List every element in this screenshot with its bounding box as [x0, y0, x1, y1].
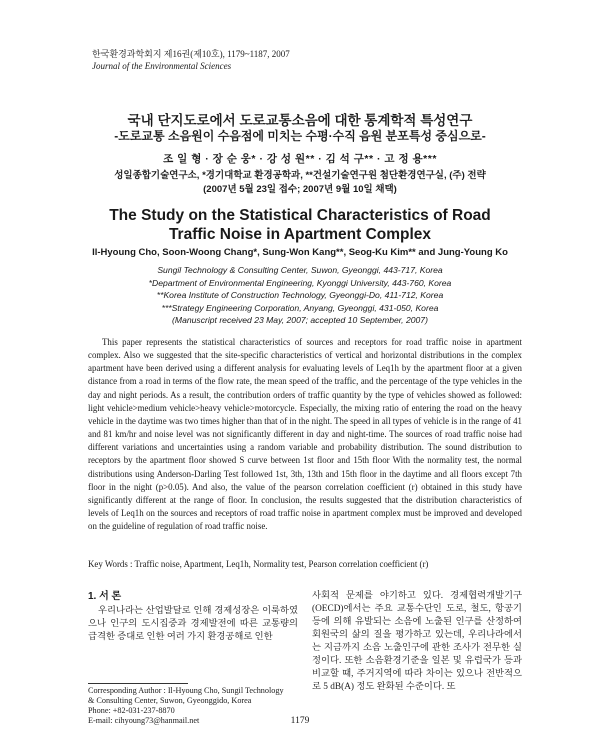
english-title [0, 206, 600, 244]
english-authors: Il-Hyoung Cho, Soon-Woong Chang*, Sung-Won Kang**, Seog-Ku Kim** and Jung-Young Ko [92, 247, 508, 258]
affiliation-line: **Korea Institute of Construction Technology, Gyeonggi-Do, 411-712, Korea [156, 290, 444, 301]
korean-dates: (2007년 5월 23일 접수; 2007년 9월 10일 채택) [203, 184, 397, 195]
footnote-divider [88, 683, 188, 684]
journal-name: Journal of the Environmental Sciences [92, 61, 232, 71]
footnote-line: Corresponding Author : Il-Hyoung Cho, Sungil Technology [88, 686, 284, 695]
korean-affiliation: 성일종합기술연구소, *경기대학교 환경공학과, **건설기술연구원 첨단환경연구실, (주) 전략 [114, 170, 486, 181]
journal-volume-line: 한국환경과학회지 제16권(제10호), 1179~1187, 2007 [92, 49, 290, 59]
korean-authors: 조 일 형 · 장 순 웅* · 강 성 원** · 김 석 구** · 고 정 용*** [163, 153, 437, 165]
section-heading: 1. 서 론 [88, 591, 122, 602]
introduction-text-left: 우리나라는 산업발달로 인해 경제성장은 이룩하였으나 인구의 도시집중과 경제발전에 따른 교통량의 급격한 증대로 인한 여러 가지 환경공해로 인한 [88, 606, 298, 642]
introduction-text-right: 사회적 문제를 야기하고 있다. 경제협력개발기구(OECD)에서는 주요 교통수단인 도로, 철도, 항공기 등에 의해 유발되는 소음에 노출된 인구를 산정하여 회원국의 삶의 질을 평가하고 있는데, 우리나라에서는 지금까지 소음 노출인구에 관한 조사가 전무한 실정이다. 또한 소음환경기준을 일본 및 유럽국가 등과 비교할 때, 주거지역에 따라 차이는 있으나 전반적으로 5 dB(A) 정도 완화된 수준이다. 또 [312, 591, 522, 692]
english-title-line2: Traffic Noise in Apartment Complex [168, 226, 432, 243]
affiliation-line: ***Strategy Engineering Corporation, Anyang, Gyeonggi, 431-050, Korea [161, 302, 439, 313]
keywords: Key Words : Traffic noise, Apartment, Leq1h, Normality test, Pearson correlation coefficient (r) [88, 559, 429, 569]
right-column [312, 590, 522, 694]
english-affiliations [0, 264, 600, 327]
korean-title: 국내 단지도로에서 도로교통소음에 대한 통계학적 특성연구 [127, 113, 473, 128]
footnote-email: E-mail: cihyoung73@hanmail.net [88, 716, 200, 725]
abstract [88, 336, 522, 533]
footnote-line: & Consulting Center, Suwon, Gyeonggido, Korea [88, 696, 252, 705]
page-number: 1179 [290, 716, 310, 726]
affiliation-line: Sungil Technology & Consulting Center, Suwon, Gyeonggi, 443-717, Korea [157, 265, 443, 275]
footnote-phone: Phone: +82-031-237-8870 [88, 706, 175, 715]
affiliation-line: *Department of Environmental Engineering, Kyonggi University, 443-760, Korea [148, 277, 452, 288]
abstract-text: This paper represents the statistical characteristics of sources and receptors for road traffic noise in apartment complex. Also we suggested that the site-specific characteristics of vertical and horizontal distributions in the complex apartment have been derived using a different analysis for evaluating levels of Leq1h by the apartment floor at a given distance from a road in terms of the flow rate, the mean speed of the traffic, and the percentage of the type vehicles in the day and night periods. As a result, the contribution orders of traffic quantity by the type of vehicles showed as followed: light vehicle>medium vehicle>heavy vehicle>motorcycle. Especially, the mixing ratio of entering the road on the heavy vehicle in the daytime was two times higher than that of in the night. The speed in all types of vehicle is in the range of 41 and 81 km/hr and noise level was not significantly different in day and night-time. The sources of road traffic noise had different variations and uncertainties using a random variable and probability distribution. The sound distribution to receptors by the apartment floor showed S curve between 1st floor and 15th floor With the normality test, the normal distributions using Anderson-Darling Test followed 1st, 3th, 13th and 15th floor in the daytime and all floors except 7th floor in the night (p>0.05). And also, the value of the pearson correlation coefficient (r) obtained in this study have significantly different at the range of floor. In conclusion, the results suggested that the distribution characteristics of levels of Leq1h on the sources and receptors of road traffic noise in apartment complex must be improved and developed on the guideline of regulation of road traffic noise. [88, 337, 522, 532]
left-column [88, 590, 298, 644]
manuscript-dates: (Manuscript received 23 May, 2007; accepted 10 September, 2007) [172, 315, 428, 326]
korean-subtitle: -도로교통 소음원이 수음점에 미치는 수평·수직 음원 분포특성 중심으로- [114, 129, 486, 143]
journal-header [92, 48, 290, 72]
english-title-line1: The Study on the Statistical Characteristics of Road [109, 207, 491, 224]
